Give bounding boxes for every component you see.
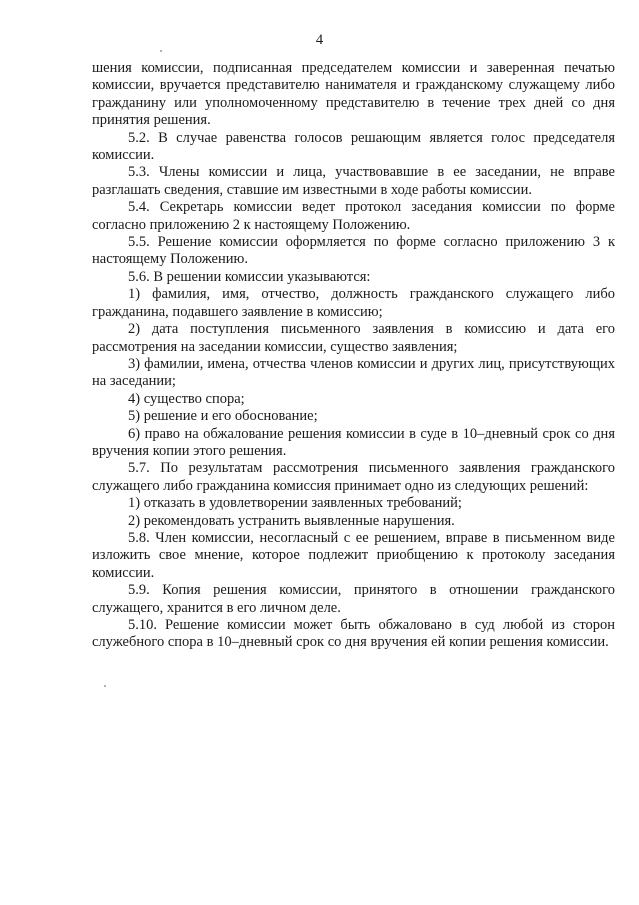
paragraph-5-4: 5.4. Секретарь комиссии ведет протокол заседания комиссии по форме согласно приложению 2 к настоящему Положению. [92, 199, 615, 233]
paragraph-5-5: 5.5. Решение комиссии оформляется по форме согласно приложению 3 к настоящему Положению. [92, 234, 615, 268]
paragraph-5-6: 5.6. В решении комиссии указываются: [128, 268, 371, 285]
document-body [92, 60, 615, 652]
list-item: 2) рекомендовать устранить выявленные нарушения. [128, 512, 455, 529]
list-item: 6) право на обжалование решения комиссии в суде в 10–дневный срок со дня вручения копии этого решения. [92, 425, 615, 459]
scan-speck [160, 50, 162, 52]
paragraph-5-8: 5.8. Член комиссии, несогласный с ее решением, вправе в письменном виде изложить свое мнение, которое подлежит приобщению к протоколу заседания комиссии. [92, 529, 615, 581]
paragraph-5-9: 5.9. Копия решения комиссии, принятого в отношении гражданского служащего, хранится в его личном деле. [92, 582, 615, 616]
list-item: 5) решение и его обоснование; [128, 408, 318, 425]
page-number: 4 [315, 32, 324, 48]
paragraph: шения комиссии, подписанная председателем комиссии и заверенная печатью комиссии, вручается представителю нанимателя и гражданскому служащему либо гражданину или уполномоченному представителю в течение трех дней со дня принятия решения. [92, 60, 615, 129]
list-item: 4) существо спора; [128, 390, 245, 407]
list-item: 1) фамилия, имя, отчество, должность гражданского служащего либо гражданина, подавшего заявление в комиссию; [92, 286, 615, 320]
paragraph-5-2: 5.2. В случае равенства голосов решающим является голос председателя комиссии. [92, 129, 615, 164]
list-item: 3) фамилии, имена, отчества членов комиссии и других лиц, присутствующих на заседании; [92, 355, 615, 390]
paragraph-5-10: 5.10. Решение комиссии может быть обжаловано в суд любой из сторон служебного спора в 10–дневный срок со дня вручения ей копии решения комиссии. [92, 617, 615, 651]
paragraph-5-7: 5.7. По результатам рассмотрения письменного заявления гражданского служащего либо гражданина комиссия принимает одно из следующих решений: [92, 460, 615, 494]
list-item: 2) дата поступления письменного заявления в комиссию и дата его рассмотрения на заседании комиссии, существо заявления; [92, 321, 615, 355]
scan-speck [104, 685, 106, 687]
paragraph-5-3: 5.3. Члены комиссии и лица, участвовавшие в ее заседании, не вправе разглашать сведения, ставшие им известными в ходе работы комиссии. [92, 164, 615, 198]
list-item: 1) отказать в удовлетворении заявленных требований; [128, 495, 462, 512]
